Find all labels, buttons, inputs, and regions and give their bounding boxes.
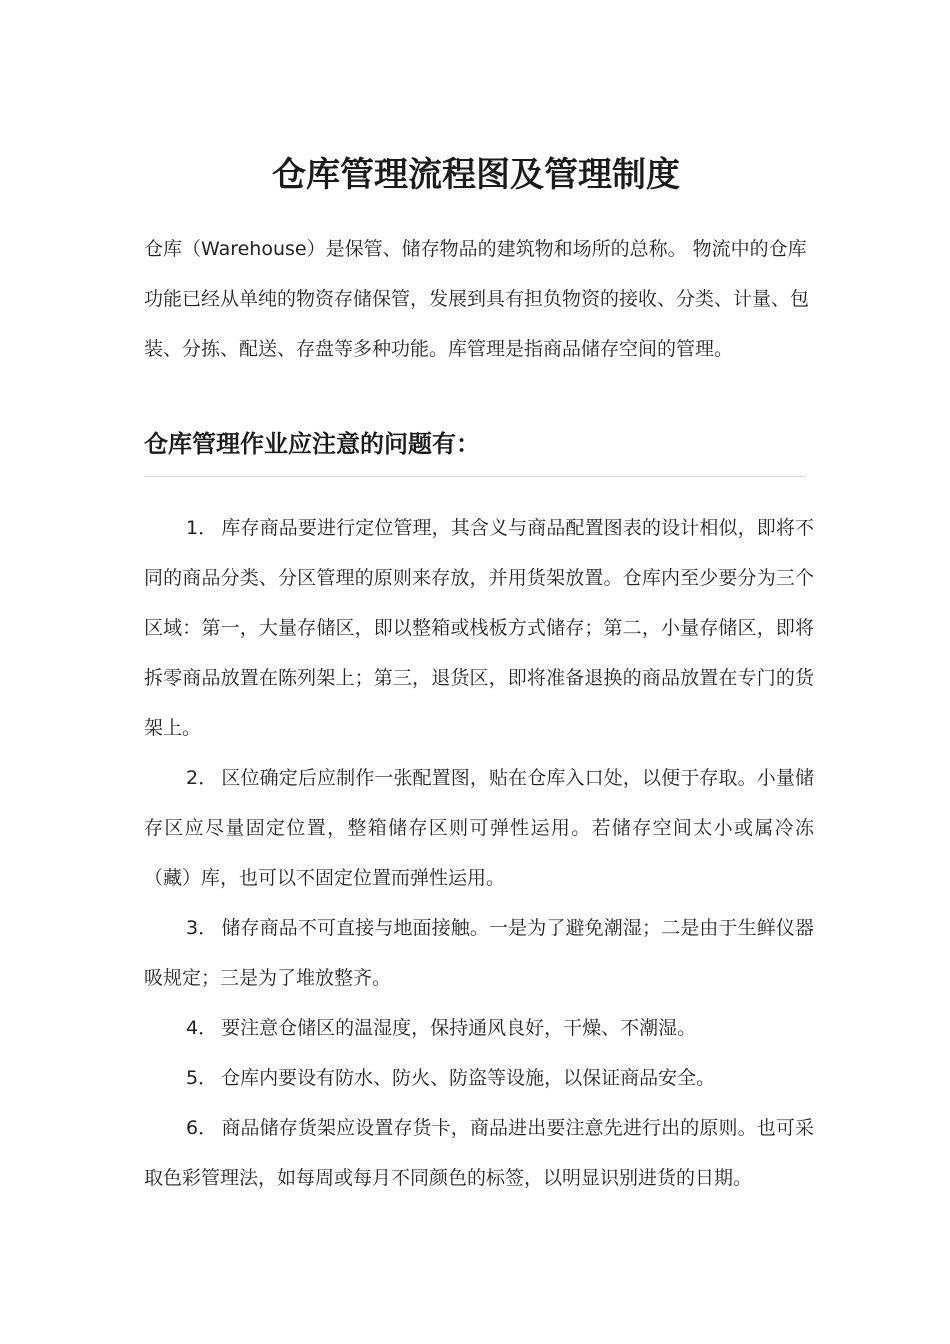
- document-title: 仓库管理流程图及管理制度: [272, 155, 680, 195]
- list-item-4: [144, 1003, 814, 1053]
- item-number: 3．: [186, 917, 218, 939]
- list-item-2: [144, 753, 814, 903]
- intro-paragraph: 仓库（Warehouse）是保管、储存物品的建筑物和场所的总称。 物流中的仓库功能已经从单纯的物资存储保管，发展到具有担负物资的接收、分类、计量、包装、分拣、配送、存盘等多种功能。库管理是指商品储存空间的管理。: [144, 238, 810, 360]
- item-number: 6．: [186, 1117, 218, 1139]
- list-item-5: [144, 1053, 814, 1103]
- item-text: 库存商品要进行定位管理，其含义与商品配置图表的设计相似，即将不同的商品分类、分区管理的原则来存放，并用货架放置。仓库内至少要分为三个区域：第一，大量存储区，即以整箱或栈板方式储存；第二，小量存储区，即将拆零商品放置在陈列架上；第三，退货区，即将准备退换的商品放置在专门的货架上。: [144, 517, 814, 739]
- section-heading: 仓库管理作业应注意的问题有：: [144, 430, 480, 458]
- item-number: 2．: [186, 767, 218, 789]
- list-item-6: [144, 1103, 814, 1203]
- section-divider: [144, 476, 806, 477]
- item-text: 储存商品不可直接与地面接触。一是为了避免潮湿；二是由于生鲜仪器吸规定；三是为了堆放整齐。: [144, 917, 814, 989]
- item-text: 仓库内要设有防水、防火、防盗等设施，以保证商品安全。: [221, 1067, 716, 1089]
- item-text: 商品储存货架应设置存货卡，商品进出要注意先进行出的原则。也可采取色彩管理法，如每周或每月不同颜色的标签，以明显识别进货的日期。: [144, 1117, 814, 1189]
- item-number: 4．: [186, 1017, 218, 1039]
- item-number: 5．: [186, 1067, 218, 1089]
- list-item-1: [144, 503, 814, 753]
- item-text: 要注意仓储区的温湿度，保持通风良好，干燥、不潮湿。: [221, 1017, 697, 1039]
- items-list: [144, 503, 814, 1203]
- item-number: 1．: [186, 517, 218, 539]
- list-item-3: [144, 903, 814, 1003]
- item-text: 区位确定后应制作一张配置图，贴在仓库入口处，以便于存取。小量储存区应尽量固定位置，整箱储存区则可弹性运用。若储存空间太小或属冷冻（藏）库，也可以不固定位置而弹性运用。: [144, 767, 814, 889]
